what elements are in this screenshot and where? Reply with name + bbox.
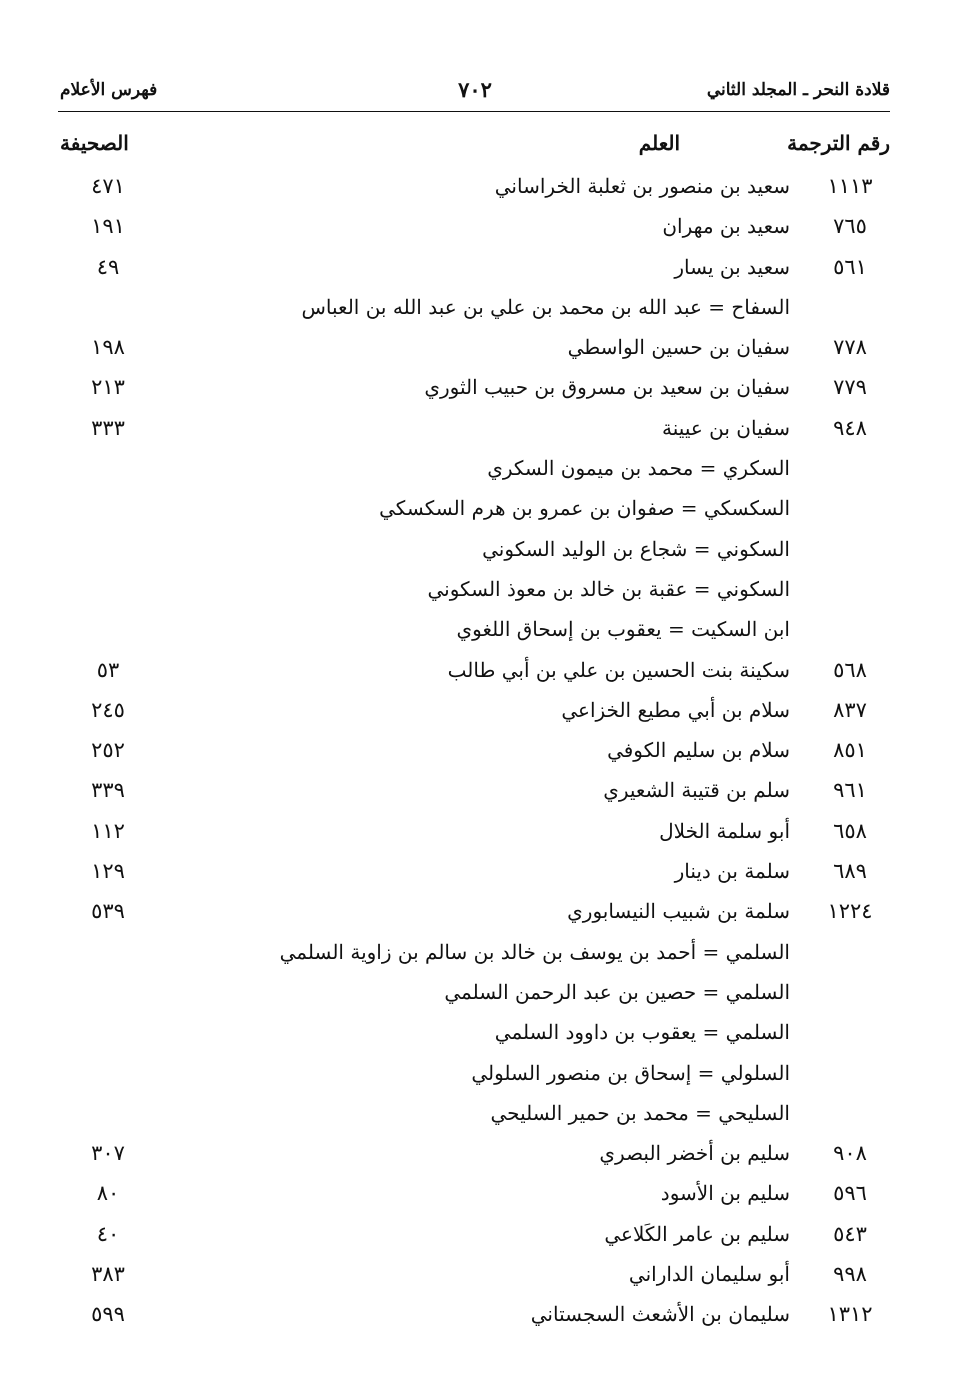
entry-name: سفيان بن عيينة (662, 415, 790, 440)
entry-number: ٦٨٩ (833, 859, 867, 884)
index-entry (60, 853, 890, 893)
entry-number: ٥٦١ (833, 254, 867, 279)
entry-number: ٥٩٦ (833, 1181, 867, 1206)
index-entry (60, 571, 890, 611)
entry-name: سلمة بن دينار (674, 859, 790, 884)
entry-number: ٥٦٨ (833, 657, 867, 682)
header-section-title: فهرس الأعلام (60, 80, 158, 100)
index-entry (60, 1095, 890, 1135)
entry-page: ٣٠٧ (91, 1141, 125, 1166)
entry-page: ٢٥٢ (91, 738, 125, 763)
entry-page: ٤٧١ (91, 174, 125, 198)
index-entry (60, 410, 890, 450)
index-column-headers (60, 128, 890, 162)
entry-name: السلولي = إسحاق بن منصور السلولي (471, 1060, 790, 1085)
entry-number: ٧٦٥ (833, 214, 867, 239)
entry-page: ١١٢ (91, 818, 125, 843)
entry-page: ١٩١ (91, 214, 125, 239)
index-entry (60, 732, 890, 772)
entry-name: السكوني = شجاع بن الوليد السكوني (482, 536, 790, 561)
index-entry (60, 531, 890, 571)
index-entry (60, 1055, 890, 1095)
index-entry (60, 652, 890, 692)
entry-number: ٨٣٧ (833, 697, 867, 722)
entry-name: سلام بن أبي مطيع الخزاعي (561, 697, 790, 722)
entry-name: ابن السكيت = يعقوب بن إسحاق اللغوي (456, 617, 790, 642)
index-table (60, 168, 890, 1337)
entry-name: السفاح = عبد الله بن محمد بن علي بن عبد الله بن العباس (301, 294, 790, 319)
index-entry (60, 329, 890, 369)
entry-name: سعيد بن مهران (662, 214, 790, 239)
entry-page: ٥٣ (96, 657, 120, 682)
entry-page: ٤٠ (96, 1221, 120, 1246)
entry-name: السكسكي = صفوان بن عمرو بن هرم السكسكي (379, 496, 790, 521)
index-entry (60, 1216, 890, 1256)
entry-number: ١٢٢٤ (827, 899, 873, 924)
index-entry (60, 1135, 890, 1175)
entry-name: سكينة بنت الحسين بن علي بن أبي طالب (447, 657, 790, 682)
entry-number: ٩٠٨ (833, 1141, 867, 1166)
index-entry (60, 249, 890, 289)
entry-page: ٣٨٣ (91, 1262, 125, 1287)
entry-name: سعيد بن يسار (674, 254, 790, 279)
entry-page: ٢٤٥ (91, 697, 125, 722)
index-entry (60, 974, 890, 1014)
header-book-title: قلادة النحر ـ المجلد الثاني (706, 80, 890, 100)
entry-page: ٢١٣ (91, 375, 125, 400)
index-entry (60, 692, 890, 732)
index-entry (60, 1014, 890, 1054)
entry-page: ٨٠ (96, 1181, 120, 1206)
entry-number: ٩٦١ (833, 778, 867, 803)
index-entry (60, 893, 890, 933)
entry-name: سلام بن سليم الكوفي (607, 738, 790, 763)
index-entry (60, 289, 890, 329)
column-header-name: العلم (638, 131, 680, 155)
entry-number: ٦٥٨ (833, 818, 867, 843)
entry-page: ١٢٩ (91, 859, 125, 884)
entry-name: أبو سلمة الخلال (659, 818, 790, 843)
entry-name: سليم بن أخضر البصري (599, 1141, 790, 1166)
index-entry (60, 1256, 890, 1296)
entry-page: ٥٩٩ (91, 1302, 125, 1327)
page-number: ٧٠٢ (458, 77, 492, 102)
entry-name: سعيد بن منصور بن ثعلبة الخراساني (494, 174, 790, 198)
entry-name: سليمان بن الأشعث السجستاني (530, 1302, 790, 1327)
column-header-number: رقم الترجمة (787, 131, 890, 155)
entry-number: ٧٧٩ (833, 375, 867, 400)
entry-name: السلمي = حصين بن عبد الرحمن السلمي (444, 979, 790, 1004)
entry-name: السليحي = محمد بن حمير السليحي (490, 1100, 790, 1125)
header-rule (58, 111, 890, 112)
index-entry (60, 490, 890, 530)
entry-number: ٧٧٨ (833, 335, 867, 360)
entry-name: سفيان بن حسين الواسطي (567, 335, 790, 360)
entry-number: ٥٤٣ (833, 1221, 867, 1246)
index-entry (60, 611, 890, 651)
index-entry (60, 168, 890, 208)
entry-name: سلم بن قتيبة الشعيري (603, 778, 790, 803)
entry-number: ١٣١٢ (827, 1302, 873, 1327)
entry-name: السلمي = يعقوب بن داوود السلمي (494, 1020, 790, 1045)
entry-name: السكري = محمد بن ميمون السكري (487, 456, 790, 481)
entry-number: ١١١٣ (827, 174, 873, 198)
entry-name: أبو سليمان الداراني (628, 1262, 790, 1287)
running-header (60, 78, 890, 106)
column-header-page: الصحيفة (60, 131, 129, 155)
entry-name: سفيان بن سعيد بن مسروق بن حبيب الثوري (424, 375, 790, 400)
entry-name: سلمة بن شبيب النيسابوري (567, 899, 790, 924)
entry-name: السكوني = عقبة بن خالد بن معوذ السكوني (427, 576, 790, 601)
entry-page: ٣٣٩ (91, 778, 125, 803)
entry-name: السلمي = أحمد بن يوسف بن خالد بن سالم بن زاوية السلمي (279, 939, 790, 964)
index-entry (60, 208, 890, 248)
index-entry (60, 813, 890, 853)
entry-page: ١٩٨ (91, 335, 125, 360)
entry-page: ٤٩ (96, 254, 120, 279)
entry-number: ٨٥١ (833, 738, 867, 763)
index-entry (60, 369, 890, 409)
index-entry (60, 450, 890, 490)
entry-number: ٩٤٨ (833, 415, 867, 440)
index-entry (60, 934, 890, 974)
index-entry (60, 772, 890, 812)
index-entry (60, 1175, 890, 1215)
entry-page: ٣٣٣ (91, 415, 125, 440)
entry-name: سليم بن الأسود (660, 1181, 790, 1206)
entry-number: ٩٩٨ (833, 1262, 867, 1287)
entry-name: سليم بن عامر الكَلاعي (604, 1221, 790, 1246)
index-entry (60, 1296, 890, 1336)
entry-page: ٥٣٩ (91, 899, 125, 924)
